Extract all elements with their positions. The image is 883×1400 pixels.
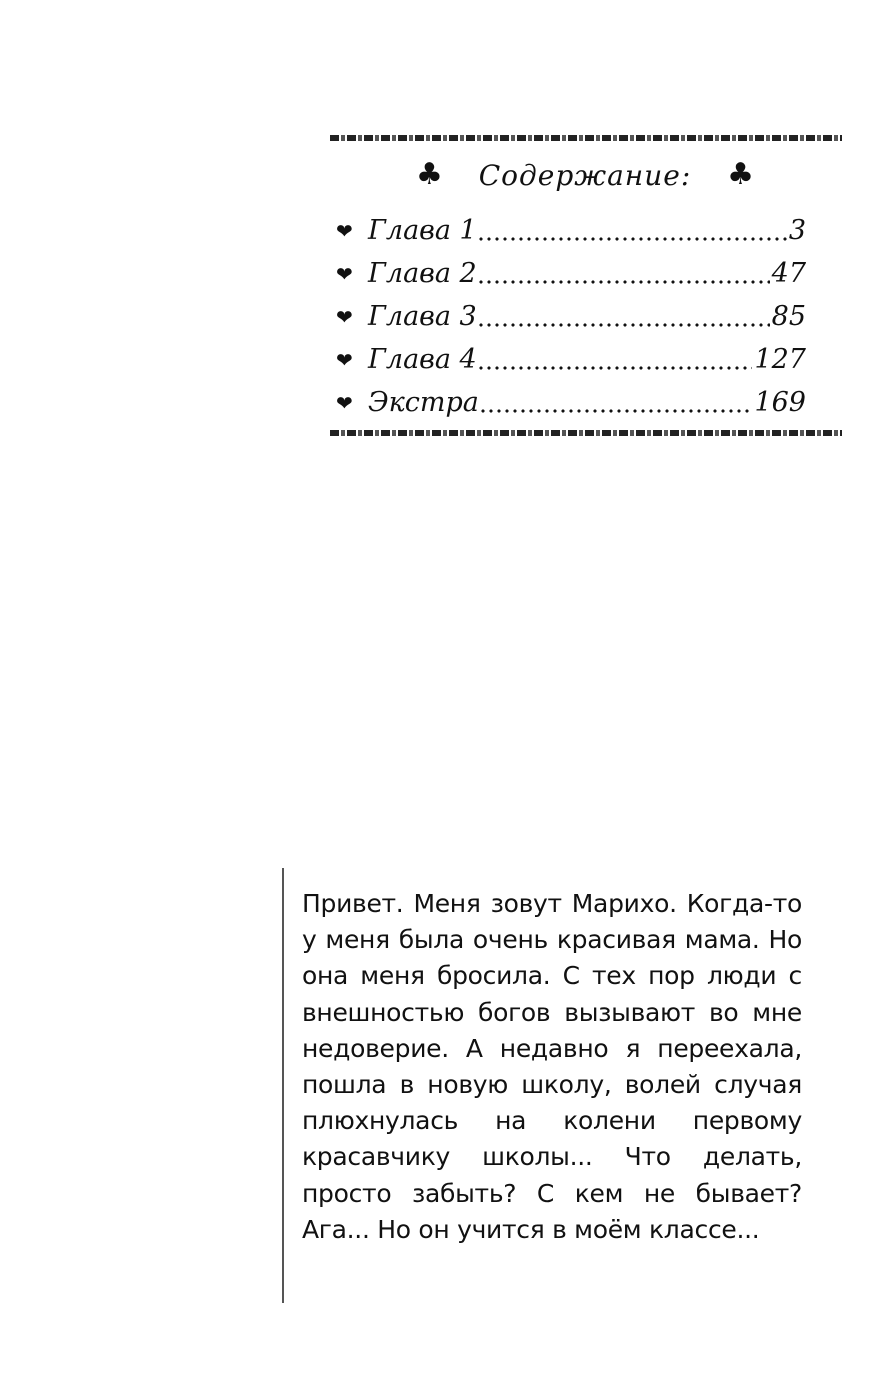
toc-entry-page: 47 bbox=[771, 258, 806, 289]
heart-icon: ❤ bbox=[336, 218, 353, 243]
dot-leader bbox=[481, 389, 753, 416]
toc-title: Содержание: bbox=[478, 158, 692, 192]
club-icon: ♣ bbox=[727, 157, 754, 192]
intro-text: Привет. Меня зовут Марихо. Когда-то у меня была очень красивая мама. Но она меня бросила. С тех пор люди с внешностью богов вызывают во мне недоверие. А недавно я переехала, пошла в новую школу, волей случая плюхнулась на колени первому красавчику школы... Что делать, просто забыть? С кем не бывает? Ага... Но он учится в моём классе... bbox=[302, 889, 802, 1244]
dot-leader bbox=[479, 346, 753, 373]
heart-icon: ❤ bbox=[336, 347, 353, 372]
toc-entry-page: 169 bbox=[754, 387, 806, 418]
toc-entry-page: 3 bbox=[788, 215, 806, 246]
toc-entry-page: 85 bbox=[771, 301, 806, 332]
toc-entry-label: Глава 4 bbox=[368, 344, 477, 375]
dot-leader bbox=[479, 260, 770, 287]
club-icon: ♣ bbox=[416, 157, 443, 192]
table-of-contents bbox=[330, 135, 842, 440]
dot-leader bbox=[479, 303, 770, 330]
decorative-rule-top bbox=[330, 135, 842, 141]
heart-icon: ❤ bbox=[336, 261, 353, 286]
decorative-rule-bottom bbox=[330, 430, 842, 436]
toc-entry bbox=[336, 252, 806, 295]
toc-entry-label: Глава 3 bbox=[368, 301, 477, 332]
toc-entry bbox=[336, 338, 806, 381]
toc-entry-label: Глава 1 bbox=[368, 215, 477, 246]
toc-entry-page: 127 bbox=[754, 344, 806, 375]
toc-entry-label: Глава 2 bbox=[368, 258, 477, 289]
toc-entry bbox=[336, 295, 806, 338]
intro-block bbox=[282, 868, 804, 1303]
toc-list bbox=[336, 209, 806, 424]
toc-entry bbox=[336, 381, 806, 424]
heart-icon: ❤ bbox=[336, 390, 353, 415]
dot-leader bbox=[479, 217, 787, 244]
heart-icon: ❤ bbox=[336, 304, 353, 329]
toc-entry-label: Экстра bbox=[368, 387, 479, 418]
toc-header bbox=[330, 153, 842, 197]
toc-entry bbox=[336, 209, 806, 252]
